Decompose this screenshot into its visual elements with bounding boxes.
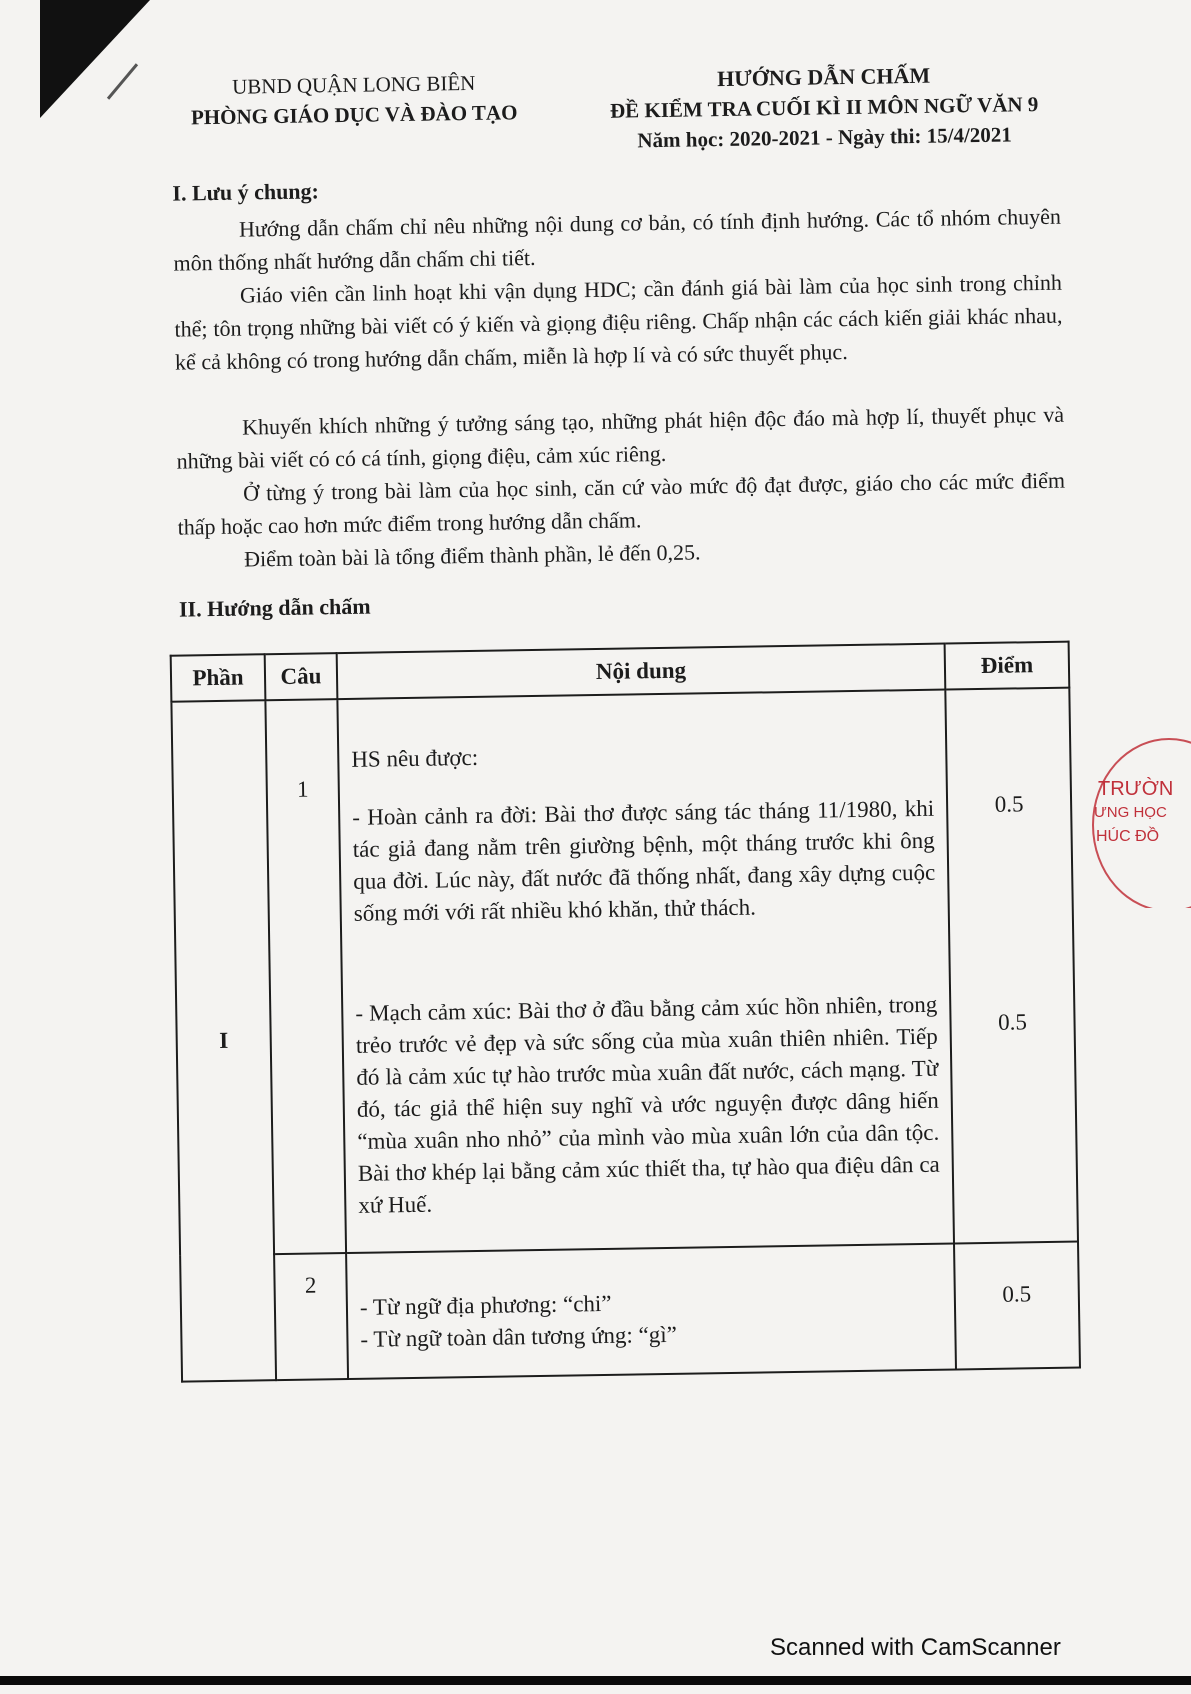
scan-bottom-edge bbox=[0, 1676, 1191, 1685]
answer-point: - Từ ngữ toàn dân tương ứng: “gì” bbox=[360, 1321, 678, 1352]
note-paragraph-2: Giáo viên cần linh hoạt khi vận dụng HDC; cần đánh giá bài làm của học sinh trong chỉnh thể; tôn trọng những bài viết có ý kiến và giọng điệu riêng. Chấp nhận các cách kiến giải khác nhau, kể cả không có trong hướng dẫn chấm, miễn là hợp lí và có sức thuyết phục. bbox=[174, 269, 1063, 375]
answer-content bbox=[346, 1243, 956, 1379]
header-part: Phần bbox=[171, 654, 266, 701]
note-paragraph-5: Điểm toàn bài là tổng điểm thành phần, lẻ đến 0,25. bbox=[243, 539, 701, 572]
note-paragraph-1: Hướng dẫn chấm chỉ nêu những nội dung cơ bản, có tính định hướng. Các tổ nhóm chuyên môn thống nhất hướng dẫn chấm chi tiết. bbox=[173, 203, 1062, 276]
table-row bbox=[180, 1242, 1080, 1382]
header-content: Nội dung bbox=[337, 644, 946, 700]
answer-intro: HS nêu được: bbox=[351, 744, 479, 772]
answer-point: - Từ ngữ địa phương: “chi” bbox=[359, 1290, 612, 1320]
department-name: PHÒNG GIÁO DỤC VÀ ĐÀO TẠO bbox=[190, 100, 518, 130]
question-number: 1 bbox=[265, 699, 346, 1254]
part-cell: I bbox=[171, 700, 276, 1381]
exam-date: Năm học: 2020-2021 - Ngày thi: 15/4/2021 bbox=[637, 122, 1013, 153]
answer-point: - Hoàn cảnh ra đời: Bài thơ được sáng tác tháng 11/1980, khi tác giả đang nằm trên giường bệnh, một tháng trước khi ông qua đời. Lúc này, đất nước đã thống nhất, đang xây dựng cuộc sống mới với rất nhiều khó khăn, thử thách. bbox=[352, 795, 936, 926]
table-row bbox=[171, 688, 1078, 1256]
answer-content bbox=[337, 690, 954, 1253]
section2-title: II. Hướng dẫn chấm bbox=[178, 593, 371, 622]
score-cell bbox=[945, 688, 1078, 1244]
question-number: 2 bbox=[274, 1253, 348, 1380]
school-stamp bbox=[1086, 738, 1191, 908]
score-value: 0.5 bbox=[994, 791, 1024, 817]
scanner-watermark: Scanned with CamScanner bbox=[770, 1634, 1061, 1661]
stamp-text: TRƯỜN bbox=[1098, 778, 1174, 800]
note-paragraph-4: Ở từng ý trong bài làm của học sinh, căn cứ vào mức độ đạt được, giáo cho các mức điểm thấp hoặc cao hơn mức điểm trong hướng dẫn chấm. bbox=[177, 467, 1066, 540]
header-question: Câu bbox=[265, 653, 338, 700]
header-left bbox=[164, 67, 545, 133]
note-paragraph-3: Khuyến khích những ý tưởng sáng tạo, những phát hiện độc đáo mà hợp lí, thuyết phục và những bài viết có có cá tính, giọng điệu, cảm xúc riêng. bbox=[176, 401, 1065, 474]
exam-title: ĐỀ KIỂM TRA CUỐI KÌ II MÔN NGỮ VĂN 9 bbox=[609, 92, 1039, 123]
district-name: UBND QUẬN LONG BIÊN bbox=[231, 70, 476, 99]
header-right bbox=[563, 58, 1084, 156]
score-value: 0.5 bbox=[954, 1242, 1080, 1370]
header-score: Điểm bbox=[945, 642, 1070, 690]
answer-point: - Mạch cảm xúc: Bài thơ ở đầu bằng cảm xúc hồn nhiên, trong trẻo trước vẻ đẹp và sức sống của mùa xuân thiên nhiên. Tiếp đó là cảm xúc tự hào trước mùa xuân đất nước, cách mạng. Từ đó, tác giả thể hiện suy nghĩ và ước nguyện được dâng hiến “mùa xuân nho nhỏ” của mình vào mùa xuân lớn của dân tộc. Bài thơ khép lại bằng cảm xúc thiết tha, tự hào qua điệu dân ca xứ Huế. bbox=[355, 991, 940, 1218]
stamp-text: HÚC ĐỒ bbox=[1096, 828, 1160, 845]
score-value: 0.5 bbox=[997, 1009, 1028, 1035]
doc-title: HƯỚNG DẪN CHẤM bbox=[716, 62, 931, 92]
stamp-text: ƯNG HỌC bbox=[1094, 804, 1167, 821]
section1-title: I. Lưu ý chung: bbox=[172, 178, 320, 206]
grading-table bbox=[170, 641, 1081, 1383]
